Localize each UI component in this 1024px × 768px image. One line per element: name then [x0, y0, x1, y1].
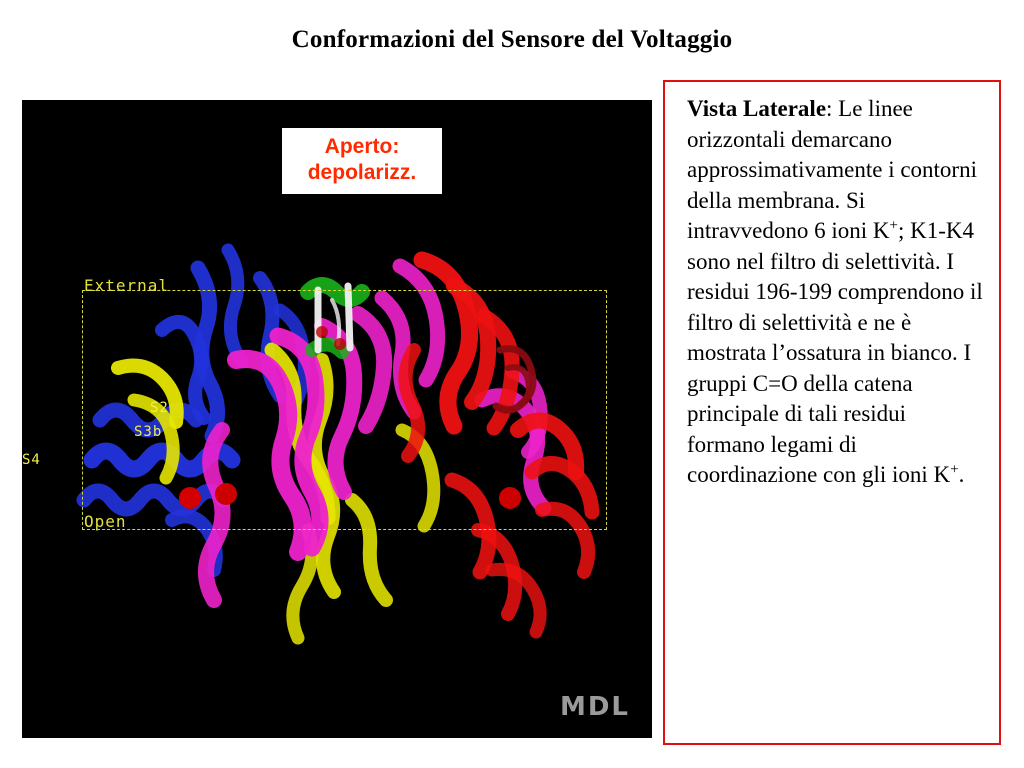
mdl-watermark: MDL	[559, 692, 630, 722]
description-paragraph	[687, 94, 985, 491]
description-body-3: .	[958, 462, 965, 487]
figure-label-s4: S4	[22, 452, 41, 468]
description-panel	[663, 80, 1001, 745]
state-callout-line-1: Aperto:	[324, 135, 400, 158]
figure-label-external: External	[84, 276, 170, 295]
description-superscript-2: +	[950, 461, 959, 478]
description-lead: Vista Laterale	[687, 96, 827, 121]
description-body-1: : Le linee orizzontali demarcano approssimativamente i contorni della membrana. Si intravvedono 6 ioni K	[687, 96, 977, 243]
page-title: Conformazioni del Sensore del Voltaggio	[291, 26, 733, 53]
description-superscript-1: +	[889, 217, 898, 234]
voltage-sensor-figure	[22, 100, 652, 738]
state-callout	[282, 128, 442, 194]
figure-label-s2: S2	[150, 400, 169, 416]
description-body-2: ; K1-K4 sono nel filtro di selettività. I residui 196-199 comprendono il filtro di selettività e ne è mostrata l’ossatura in bianco. I gruppi C=O della catena principale di tali residui formano legami di coordinazione con gli ioni K	[687, 218, 983, 487]
state-callout-line-2: depolarizz.	[307, 161, 417, 184]
figure-label-open: Open	[84, 512, 127, 531]
figure-label-s3b: S3b	[134, 424, 163, 440]
